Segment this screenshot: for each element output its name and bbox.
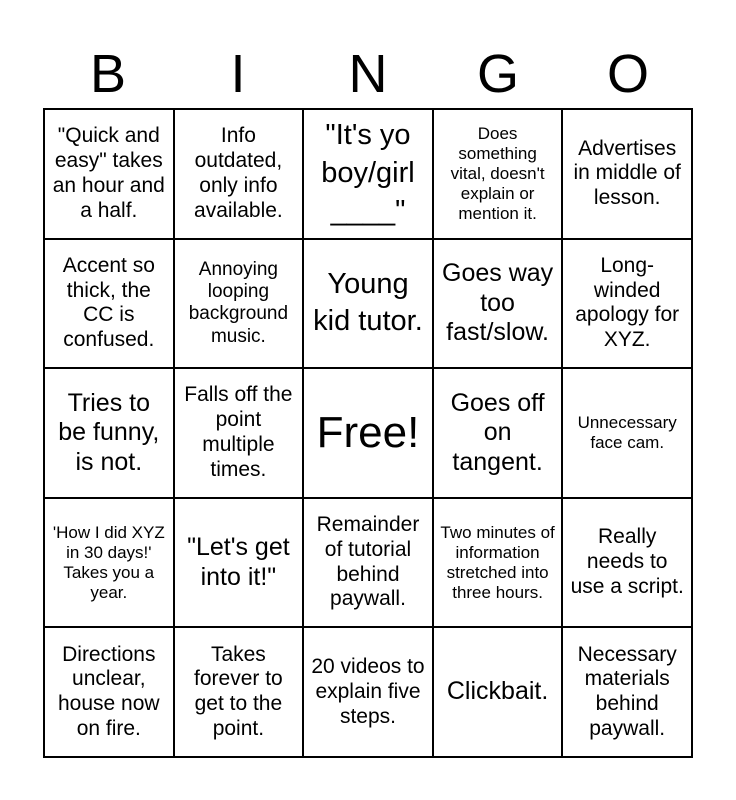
- bingo-cell-text: Necessary materials behind paywall.: [577, 642, 677, 740]
- bingo-cell[interactable]: [44, 239, 174, 369]
- bingo-cell-text: Goes off on tangent.: [450, 388, 545, 476]
- bingo-cell[interactable]: [562, 368, 692, 498]
- bingo-cell[interactable]: [174, 368, 304, 498]
- bingo-cell[interactable]: [433, 498, 563, 628]
- bingo-cell-text: Really needs to use a script.: [570, 525, 684, 598]
- bingo-cell-text: 'How I did XYZ in 30 days!' Takes you a year.: [52, 522, 165, 602]
- bingo-cell-text: Advertises in middle of lesson.: [573, 136, 681, 210]
- bingo-cell-text: Tries to be funny, is not.: [58, 388, 160, 476]
- bingo-cell[interactable]: [174, 498, 304, 628]
- bingo-cell-text: Two minutes of information stretched into three hours.: [440, 522, 555, 602]
- bingo-cell-text: Falls off the point multiple times.: [184, 383, 293, 481]
- free-space-text: Free!: [316, 408, 420, 458]
- bingo-cell[interactable]: [174, 239, 304, 369]
- bingo-cell-text: Does something vital, doesn't explain or mention it.: [450, 123, 545, 223]
- bingo-header: [43, 40, 693, 108]
- bingo-cell[interactable]: [562, 109, 692, 239]
- bingo-cell-text: "Quick and easy" takes an hour and a half.: [52, 124, 165, 222]
- bingo-cell[interactable]: [174, 627, 304, 757]
- bingo-cell[interactable]: [174, 109, 304, 239]
- bingo-cell[interactable]: [433, 368, 563, 498]
- bingo-cell-text: Long-winded apology for XYZ.: [575, 253, 680, 352]
- bingo-cell-text: Takes forever to get to the point.: [194, 642, 283, 740]
- free-space-cell[interactable]: [303, 368, 433, 498]
- bingo-cell-text: Remainder of tutorial behind paywall.: [316, 513, 420, 611]
- bingo-cell-text: "Let's get into it!": [187, 533, 290, 591]
- bingo-cell-text: Annoying looping background music.: [188, 258, 289, 347]
- bingo-cell[interactable]: [44, 109, 174, 239]
- bingo-cell-text: Unnecessary face cam.: [577, 412, 677, 452]
- bingo-cell[interactable]: [562, 239, 692, 369]
- bingo-cell[interactable]: [303, 498, 433, 628]
- header-letter-n: N: [348, 44, 388, 104]
- bingo-cell[interactable]: [303, 239, 433, 369]
- bingo-cell[interactable]: [44, 498, 174, 628]
- bingo-cell[interactable]: [303, 109, 433, 239]
- bingo-cell-text: 20 videos to explain five steps.: [311, 655, 425, 728]
- bingo-cell[interactable]: [303, 627, 433, 757]
- bingo-cell-text: Goes way too fast/slow.: [442, 259, 554, 347]
- bingo-cell-text: Clickbait.: [446, 677, 549, 706]
- bingo-cell-text: Info outdated, only info available.: [194, 124, 283, 222]
- bingo-cell[interactable]: [44, 627, 174, 757]
- bingo-cell-text: Accent so thick, the CC is confused.: [62, 253, 155, 352]
- bingo-board: [43, 108, 693, 758]
- bingo-cell[interactable]: [44, 368, 174, 498]
- bingo-cell-text: Young kid tutor.: [313, 267, 423, 338]
- bingo-cell[interactable]: [433, 627, 563, 757]
- header-letter-i: I: [230, 44, 246, 104]
- header-letter-b: B: [89, 44, 127, 104]
- bingo-cell-text: "It's yo boy/girl ____": [321, 119, 415, 227]
- bingo-cell[interactable]: [433, 239, 563, 369]
- bingo-cell[interactable]: [562, 627, 692, 757]
- header-letter-g: G: [476, 44, 519, 104]
- bingo-cell[interactable]: [433, 109, 563, 239]
- header-letter-o: O: [606, 44, 649, 104]
- bingo-cell[interactable]: [562, 498, 692, 628]
- bingo-cell-text: Directions unclear, house now on fire.: [58, 642, 160, 740]
